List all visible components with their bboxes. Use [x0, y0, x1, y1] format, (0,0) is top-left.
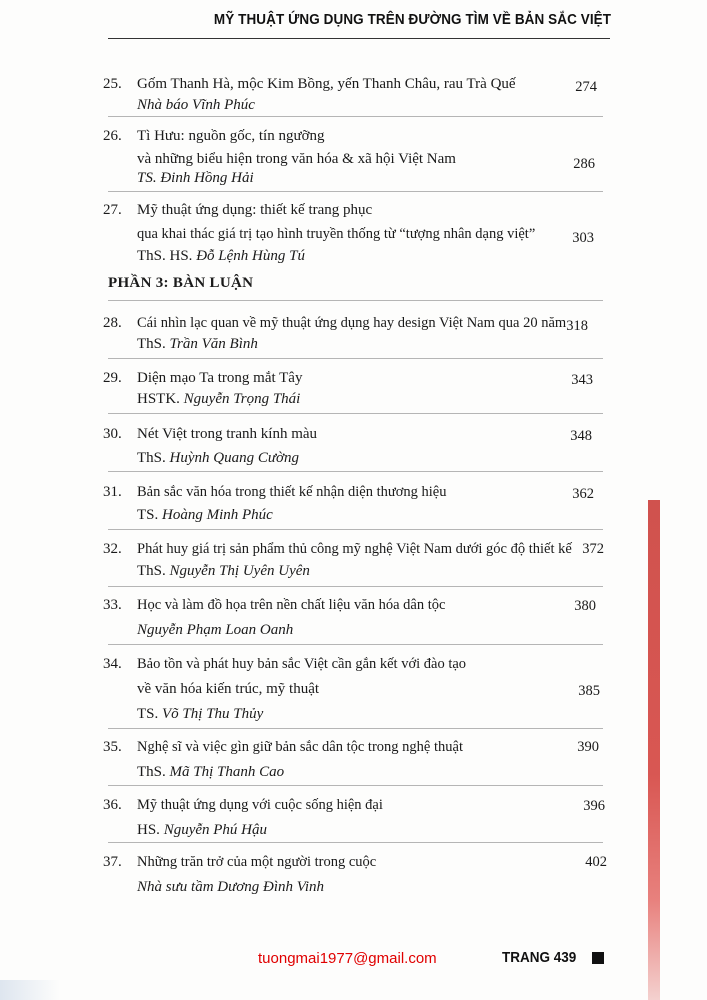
- entry-number: 28.: [103, 315, 122, 331]
- entry-divider: [108, 413, 603, 414]
- section-divider: [108, 300, 603, 301]
- author-prefix: HS.: [137, 822, 164, 838]
- author-name: Nguyễn Trọng Thái: [183, 391, 301, 407]
- entry-number: 37.: [103, 854, 122, 870]
- entry-number: 26.: [103, 128, 122, 144]
- entry-title-line: Mỹ thuật ứng dụng: thiết kế trang phục: [137, 202, 373, 218]
- entry-author: [137, 821, 267, 839]
- entry-author: [137, 763, 284, 781]
- author-prefix: TS.: [137, 706, 163, 722]
- author-prefix: ThS.: [137, 336, 170, 352]
- entry-author: [137, 449, 299, 467]
- entry-divider: [108, 358, 603, 359]
- entry-divider: [108, 471, 603, 472]
- footer-square-marker: [592, 952, 604, 964]
- author-prefix: HSTK.: [137, 391, 184, 407]
- entry-divider: [108, 842, 603, 843]
- entry-page-number: 390: [577, 739, 599, 755]
- author-prefix: ThS.: [137, 450, 170, 466]
- page-corner-shadow: [0, 980, 60, 1000]
- entry-page-number: 372: [582, 541, 604, 557]
- entry-page-number: 402: [585, 854, 607, 870]
- entry-page-number: 385: [578, 683, 600, 699]
- author-name: Đỗ Lệnh Hùng Tú: [196, 248, 305, 264]
- entry-title-line: Gốm Thanh Hà, mộc Kim Bồng, yến Thanh Châu, rau Trà Quế: [137, 76, 516, 92]
- entry-divider: [108, 785, 603, 786]
- footer-page-label: TRANG 439: [502, 949, 577, 966]
- author-prefix: ThS.: [137, 764, 170, 780]
- entry-number: 31.: [103, 484, 122, 500]
- entry-author: [137, 96, 255, 114]
- author-prefix: TS.: [137, 507, 163, 523]
- entry-title-line: Phát huy giá trị sản phẩm thủ công mỹ nghệ Việt Nam dưới góc độ thiết kế: [137, 541, 572, 557]
- entry-number: 27.: [103, 202, 122, 218]
- entry-title-line: về văn hóa kiến trúc, mỹ thuật: [137, 681, 320, 697]
- author-name: Nguyễn Thị Uyên Uyên: [169, 563, 310, 579]
- entry-page-number: 380: [574, 598, 596, 614]
- entry-author: [137, 390, 300, 408]
- page-edge-red-stripe: [648, 500, 660, 1000]
- author-name: Nguyễn Phú Hậu: [163, 822, 268, 838]
- entry-number: 32.: [103, 541, 122, 557]
- entry-author: [137, 335, 258, 353]
- entry-title-line: Bản sắc văn hóa trong thiết kế nhận diện thương hiệu: [137, 484, 447, 500]
- entry-divider: [108, 191, 603, 192]
- entry-number: 34.: [103, 656, 122, 672]
- entry-divider: [108, 116, 603, 117]
- entry-author: [137, 878, 324, 896]
- entry-page-number: 348: [570, 428, 592, 444]
- entry-page-number: 362: [572, 486, 594, 502]
- entry-title-line: Mỹ thuật ứng dụng với cuộc sống hiện đại: [137, 797, 383, 813]
- entry-title-line: qua khai thác giá trị tạo hình truyền thống từ “tượng nhân dạng việt”: [137, 226, 536, 242]
- author-name: TS. Đinh Hồng Hải: [137, 170, 254, 186]
- entry-number: 30.: [103, 426, 122, 442]
- entry-page-number: 274: [575, 79, 597, 95]
- entry-number: 33.: [103, 597, 122, 613]
- entry-divider: [108, 644, 603, 645]
- running-header-title: MỸ THUẬT ỨNG DỤNG TRÊN ĐƯỜNG TÌM VỀ BẢN SẮC VIỆT: [213, 12, 611, 28]
- entry-page-number: 286: [573, 156, 595, 172]
- author-name: Mã Thị Thanh Cao: [169, 764, 285, 780]
- author-name: Hoàng Minh Phúc: [162, 507, 273, 523]
- entry-author: [137, 621, 293, 639]
- author-name: Nguyễn Phạm Loan Oanh: [137, 622, 294, 638]
- entry-number: 25.: [103, 76, 122, 92]
- author-name: Trần Văn Bình: [169, 336, 258, 352]
- entry-author: [137, 506, 273, 524]
- entry-title-line: Cái nhìn lạc quan về mỹ thuật ứng dụng hay design Việt Nam qua 20 năm: [137, 315, 567, 331]
- section-title: PHẦN 3: BÀN LUẬN: [108, 275, 254, 291]
- entry-divider: [108, 529, 603, 530]
- entry-title-line: Tì Hưu: nguồn gốc, tín ngưỡng: [137, 128, 325, 144]
- entry-author: [137, 705, 263, 723]
- entry-page-number: 343: [571, 372, 593, 388]
- author-name: Nhà báo Vĩnh Phúc: [137, 97, 255, 113]
- footer-email: tuongmai1977@gmail.com: [258, 950, 437, 967]
- entry-number: 29.: [103, 370, 122, 386]
- author-name: Nhà sưu tầm Dương Đình Vinh: [137, 879, 325, 895]
- entry-page-number: 396: [583, 798, 605, 814]
- entry-title-line: Diện mạo Ta trong mắt Tây: [137, 370, 303, 386]
- entry-title-line: Những trăn trở của một người trong cuộc: [137, 854, 377, 870]
- entry-title-line: và những biểu hiện trong văn hóa & xã hội Việt Nam: [137, 151, 456, 167]
- entry-author: [137, 169, 254, 187]
- entry-number: 35.: [103, 739, 122, 755]
- entry-page-number: 318: [566, 318, 588, 334]
- author-prefix: ThS.: [137, 563, 170, 579]
- entry-number: 36.: [103, 797, 122, 813]
- entry-title-line: Bảo tồn và phát huy bản sắc Việt cần gắn kết với đào tạo: [137, 656, 467, 672]
- entry-title-line: Nét Việt trong tranh kính màu: [137, 426, 318, 442]
- entry-divider: [108, 728, 603, 729]
- entry-title-line: Nghệ sĩ và việc gìn giữ bản sắc dân tộc trong nghệ thuật: [137, 739, 463, 755]
- entry-author: [137, 247, 305, 265]
- author-name: Huỳnh Quang Cường: [169, 450, 300, 466]
- entry-divider: [108, 586, 603, 587]
- entry-title-line: Học và làm đồ họa trên nền chất liệu văn hóa dân tộc: [137, 597, 446, 613]
- entry-page-number: 303: [572, 230, 594, 246]
- entry-author: [137, 562, 310, 580]
- author-name: Võ Thị Thu Thủy: [162, 706, 264, 722]
- author-prefix: ThS. HS.: [137, 248, 197, 264]
